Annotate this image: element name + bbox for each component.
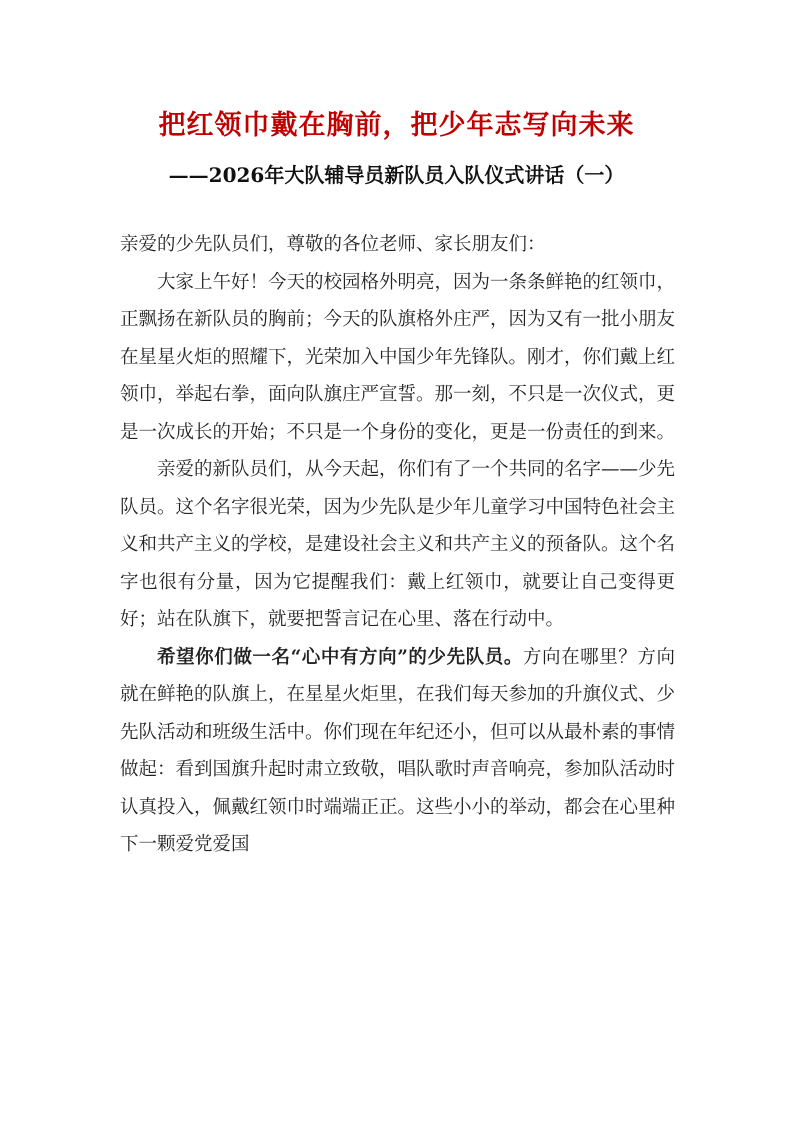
paragraph-3-lead: 希望你们做一名“心中有方向”的少先队员。	[157, 646, 523, 668]
paragraph-3	[120, 639, 675, 864]
paragraph-3-rest: 方向在哪里？方向就在鲜艳的队旗上，在星星火炬里，在我们每天参加的升旗仪式、少先队活动和班级生活中。你们现在年纪还小，但可以从最朴素的事情做起：看到国旗升起时肃立致敬，唱队歌时声音响亮，参加队活动时认真投入，佩戴红领巾时端端正正。这些小小的举动，都会在心里种下一颗爱党爱国	[120, 646, 676, 855]
paragraph-2: 亲爱的新队员们，从今天起，你们有了一个共同的名字——少先队员。这个名字很光荣，因为少先队是少年儿童学习中国特色社会主义和共产主义的学校，是建设社会主义和共产主义的预备队。这个名字也很有分量，因为它提醒我们：戴上红领巾，就要让自己变得更好；站在队旗下，就要把誓言记在心里、落在行动中。	[120, 459, 676, 630]
document-title: 把红领巾戴在胸前，把少年志写向未来	[158, 110, 635, 141]
salutation: 亲爱的少先队员们，尊敬的各位老师、家长朋友们：	[120, 234, 546, 255]
document-subtitle: ——2026年大队辅导员新队员入队仪式讲话（一）	[168, 163, 625, 187]
paragraph-1: 大家上午好！今天的校园格外明亮，因为一条条鲜艳的红领巾，正飘扬在新队员的胸前；今天的队旗格外庄严，因为又有一批小朋友在星星火炬的照耀下，光荣加入中国少年先锋队。刚才，你们戴上红领巾，举起右拳，面向队旗庄严宣誓。那一刻，不只是一次仪式，更是一次成长的开始；不只是一个身份的变化，更是一份责任的到来。	[120, 271, 676, 443]
document-body	[120, 226, 675, 864]
